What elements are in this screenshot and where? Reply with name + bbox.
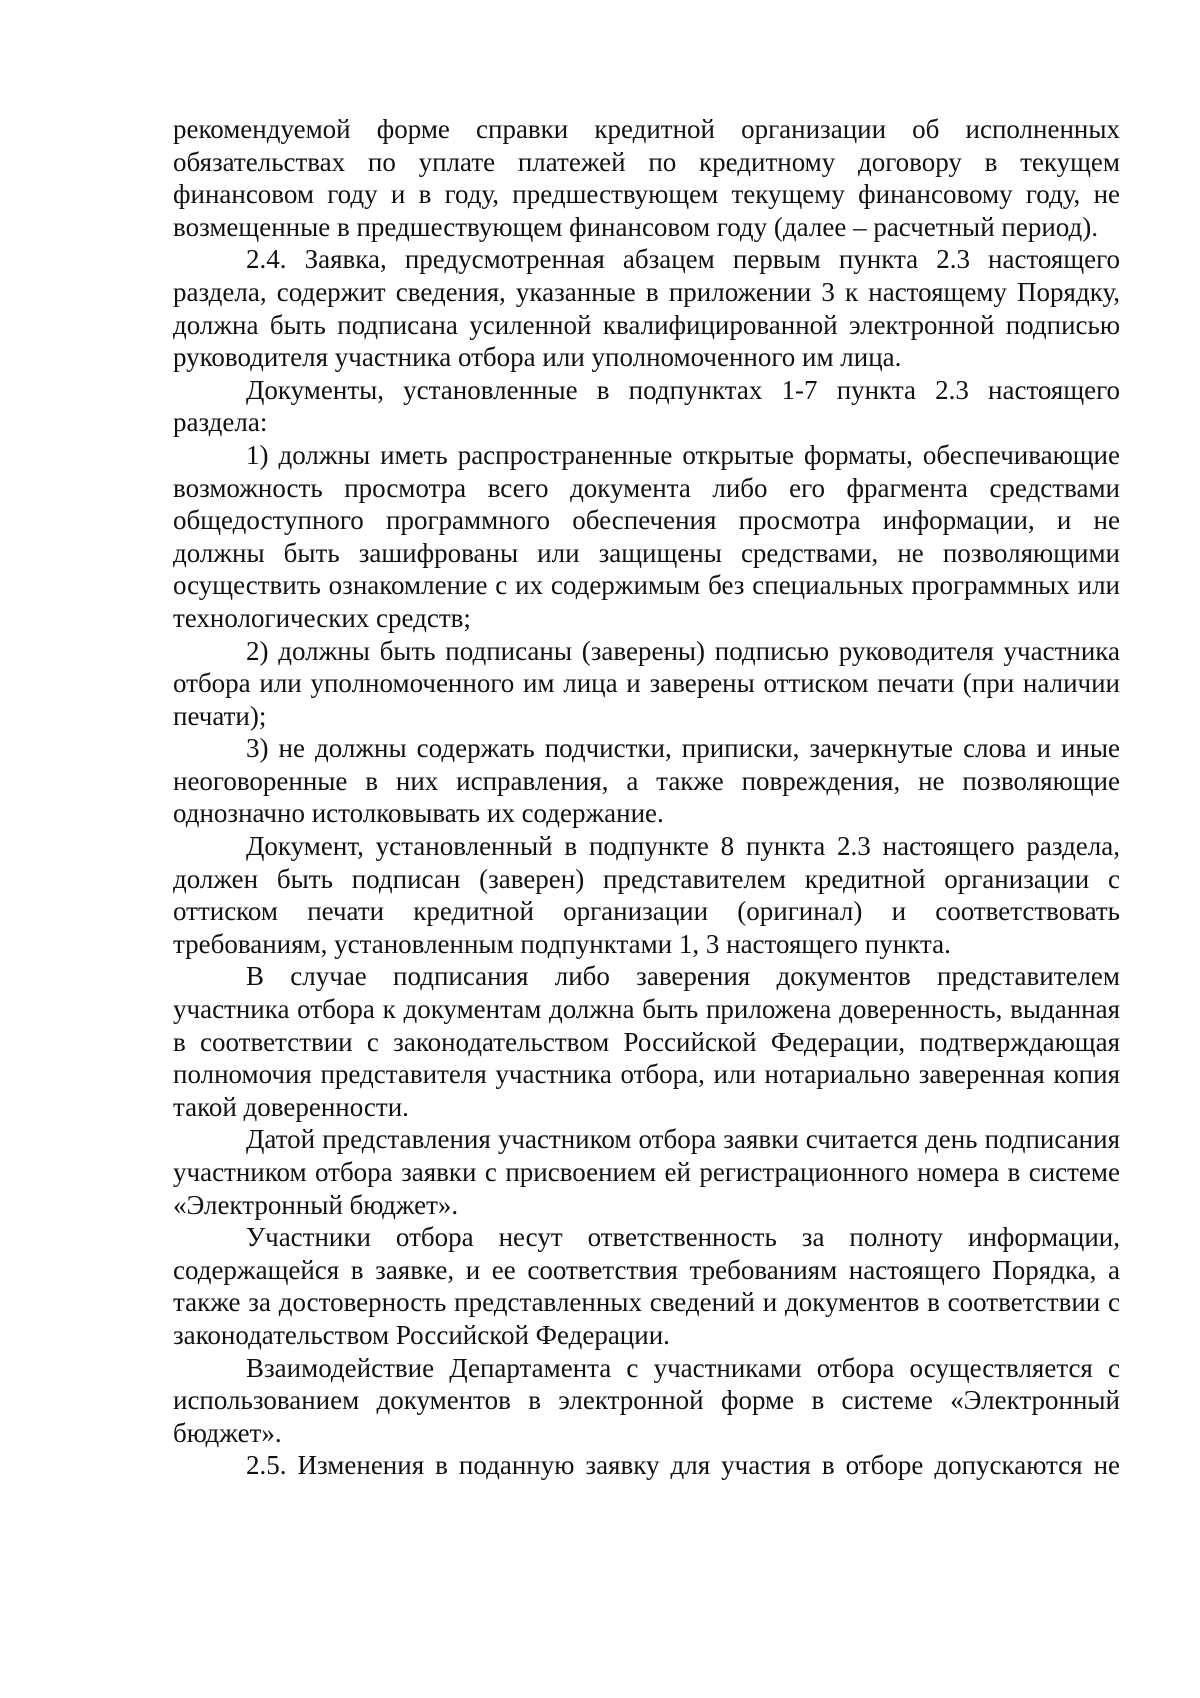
- paragraph-continuation: рекомендуемой форме справки кредитной организации об исполненных обязательствах по уплате платежей по кредитному договору в текущем финансовом году и в году, предшествующем текущему финансовому году, не возмещенные в предшествующем финансовом году (далее – расчетный период).: [173, 114, 1120, 242]
- paragraph-item-2: 2) должны быть подписаны (заверены) подписью руководителя участника отбора или уполномоченного им лица и заверены оттиском печати (при наличии печати);: [173, 635, 1120, 731]
- document-body: [173, 113, 1120, 1482]
- paragraph-power-of-attorney: В случае подписания либо заверения документов представителем участника отбора к документам должна быть приложена доверенность, выданная в соответствии с законодательством Российской Федерации, подтверждающая полномочия представителя участника отбора, или нотариально заверенная копия такой доверенности.: [173, 961, 1120, 1122]
- paragraph-item-3: 3) не должны содержать подчистки, приписки, зачеркнутые слова и иные неоговоренные в них исправления, а также повреждения, не позволяющие однозначно истолковывать их содержание.: [173, 733, 1120, 829]
- paragraph-2-5: 2.5. Изменения в поданную заявку для участия в отборе допускаются не: [246, 1450, 1120, 1481]
- paragraph-documents-intro: Документы, установленные в подпунктах 1-7 пункта 2.3 настоящего раздела:: [173, 374, 1120, 438]
- paragraph-document-8: Документ, установленный в подпункте 8 пункта 2.3 настоящего раздела, должен быть подписан (заверен) представителем кредитной организации с оттиском печати кредитной организации (оригинал) и соответствовать требованиям, установленным подпунктами 1, 3 настоящего пункта.: [173, 831, 1120, 959]
- paragraph-interaction: Взаимодействие Департамента с участниками отбора осуществляется с использованием документов в электронной форме в системе «Электронный бюджет».: [173, 1352, 1120, 1448]
- paragraph-2-4: 2.4. Заявка, предусмотренная абзацем первым пункта 2.3 настоящего раздела, содержит сведения, указанные в приложении 3 к настоящему Порядку, должна быть подписана усиленной квалифицированной электронной подписью руководителя участника отбора или уполномоченного им лица.: [173, 244, 1120, 373]
- paragraph-submission-date: Датой представления участником отбора заявки считается день подписания участником отбора заявки с присвоением ей регистрационного номера в системе «Электронный бюджет».: [173, 1124, 1120, 1220]
- paragraph-responsibility: Участники отбора несут ответственность за полноту информации, содержащейся в заявке, и ее соответствия требованиям настоящего Порядка, а также за достоверность представленных сведений и документов в соответствии с законодательством Российской Федерации.: [173, 1222, 1120, 1350]
- paragraph-item-1: 1) должны иметь распространенные открытые форматы, обеспечивающие возможность просмотра всего документа либо его фрагмента средствами общедоступного программного обеспечения просмотра информации, и не должны быть зашифрованы или защищены средствами, не позволяющими осуществить ознакомление с их содержимым без специальных программных или технологических средств;: [173, 439, 1120, 633]
